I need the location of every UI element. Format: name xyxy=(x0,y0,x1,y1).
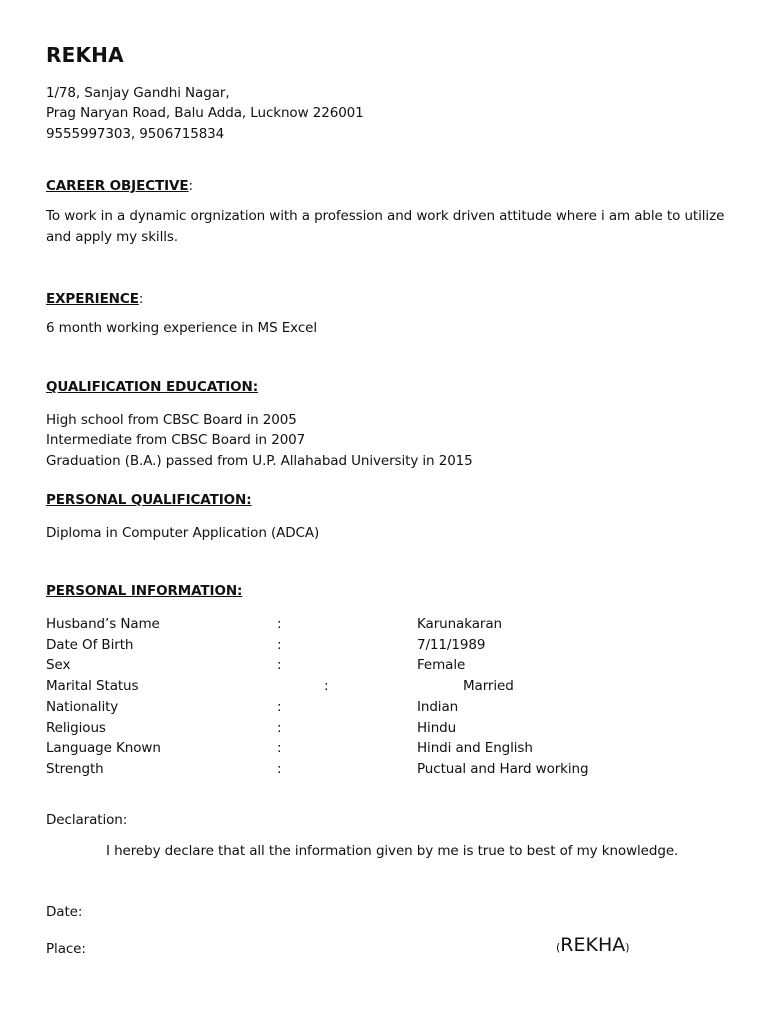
career-objective-heading-row xyxy=(46,175,193,194)
info-value-marital-status: Married xyxy=(463,678,514,694)
experience-heading: EXPERIENCE xyxy=(46,291,139,307)
qualification-item: Intermediate from CBSC Board in 2007 xyxy=(46,432,306,448)
info-value-sex: Female xyxy=(417,657,466,673)
info-value-strength: Puctual and Hard working xyxy=(417,761,589,777)
qualification-education-heading: QUALIFICATION EDUCATION: xyxy=(46,379,259,395)
signature-name: REKHA xyxy=(560,934,626,956)
career-objective-colon: : xyxy=(188,178,193,194)
info-label-sex: Sex xyxy=(46,657,71,673)
info-separator: : xyxy=(277,720,282,736)
career-objective-heading: CAREER OBJECTIVE xyxy=(46,178,189,194)
info-value-nationality: Indian xyxy=(417,699,459,715)
address-line-2: Prag Naryan Road, Balu Adda, Lucknow 226001 xyxy=(46,105,364,121)
candidate-name: REKHA xyxy=(46,43,124,67)
career-objective-text: To work in a dynamic orgnization with a profession and work driven attitude where i am able to utilize and apply my skills. xyxy=(46,208,725,245)
experience-colon: : xyxy=(138,291,144,307)
date-label: Date: xyxy=(46,904,83,920)
personal-information-heading: PERSONAL INFORMATION: xyxy=(46,583,243,599)
signature xyxy=(556,934,630,956)
info-value-language-known: Hindi and English xyxy=(417,740,533,756)
signature-open-paren: ( xyxy=(556,941,561,954)
experience-text: 6 month working experience in MS Excel xyxy=(46,320,318,336)
info-separator: : xyxy=(277,740,282,756)
info-value-husbands-name: Karunakaran xyxy=(417,616,502,632)
info-label-religious: Religious xyxy=(46,720,106,736)
info-separator: : xyxy=(277,657,282,673)
info-label-nationality: Nationality xyxy=(46,699,119,715)
phone-numbers: 9555997303, 9506715834 xyxy=(46,126,225,142)
declaration-heading: Declaration: xyxy=(46,812,128,828)
experience-heading-row xyxy=(46,288,143,307)
info-label-date-of-birth: Date Of Birth xyxy=(46,637,134,653)
info-separator: : xyxy=(277,761,282,777)
info-label-marital-status: Marital Status xyxy=(46,678,139,694)
info-label-husbands-name: Husband’s Name xyxy=(46,616,160,632)
info-label-language-known: Language Known xyxy=(46,740,161,756)
info-label-strength: Strength xyxy=(46,761,104,777)
personal-qualification-text: Diploma in Computer Application (ADCA) xyxy=(46,525,320,541)
info-separator: : xyxy=(324,678,329,694)
info-value-date-of-birth: 7/11/1989 xyxy=(417,637,486,653)
place-label: Place: xyxy=(46,941,86,957)
qualification-item: High school from CBSC Board in 2005 xyxy=(46,412,297,428)
qualification-item: Graduation (B.A.) passed from U.P. Allahabad University in 2015 xyxy=(46,453,473,469)
personal-qualification-heading: PERSONAL QUALIFICATION: xyxy=(46,492,252,508)
info-separator: : xyxy=(277,637,282,653)
signature-close-paren: ) xyxy=(625,941,630,954)
declaration-text: I hereby declare that all the information given by me is true to best of my knowledge. xyxy=(106,843,679,859)
info-separator: : xyxy=(277,616,282,632)
address-line-1: 1/78, Sanjay Gandhi Nagar, xyxy=(46,85,230,101)
info-value-religious: Hindu xyxy=(417,720,457,736)
info-separator: : xyxy=(277,699,282,715)
